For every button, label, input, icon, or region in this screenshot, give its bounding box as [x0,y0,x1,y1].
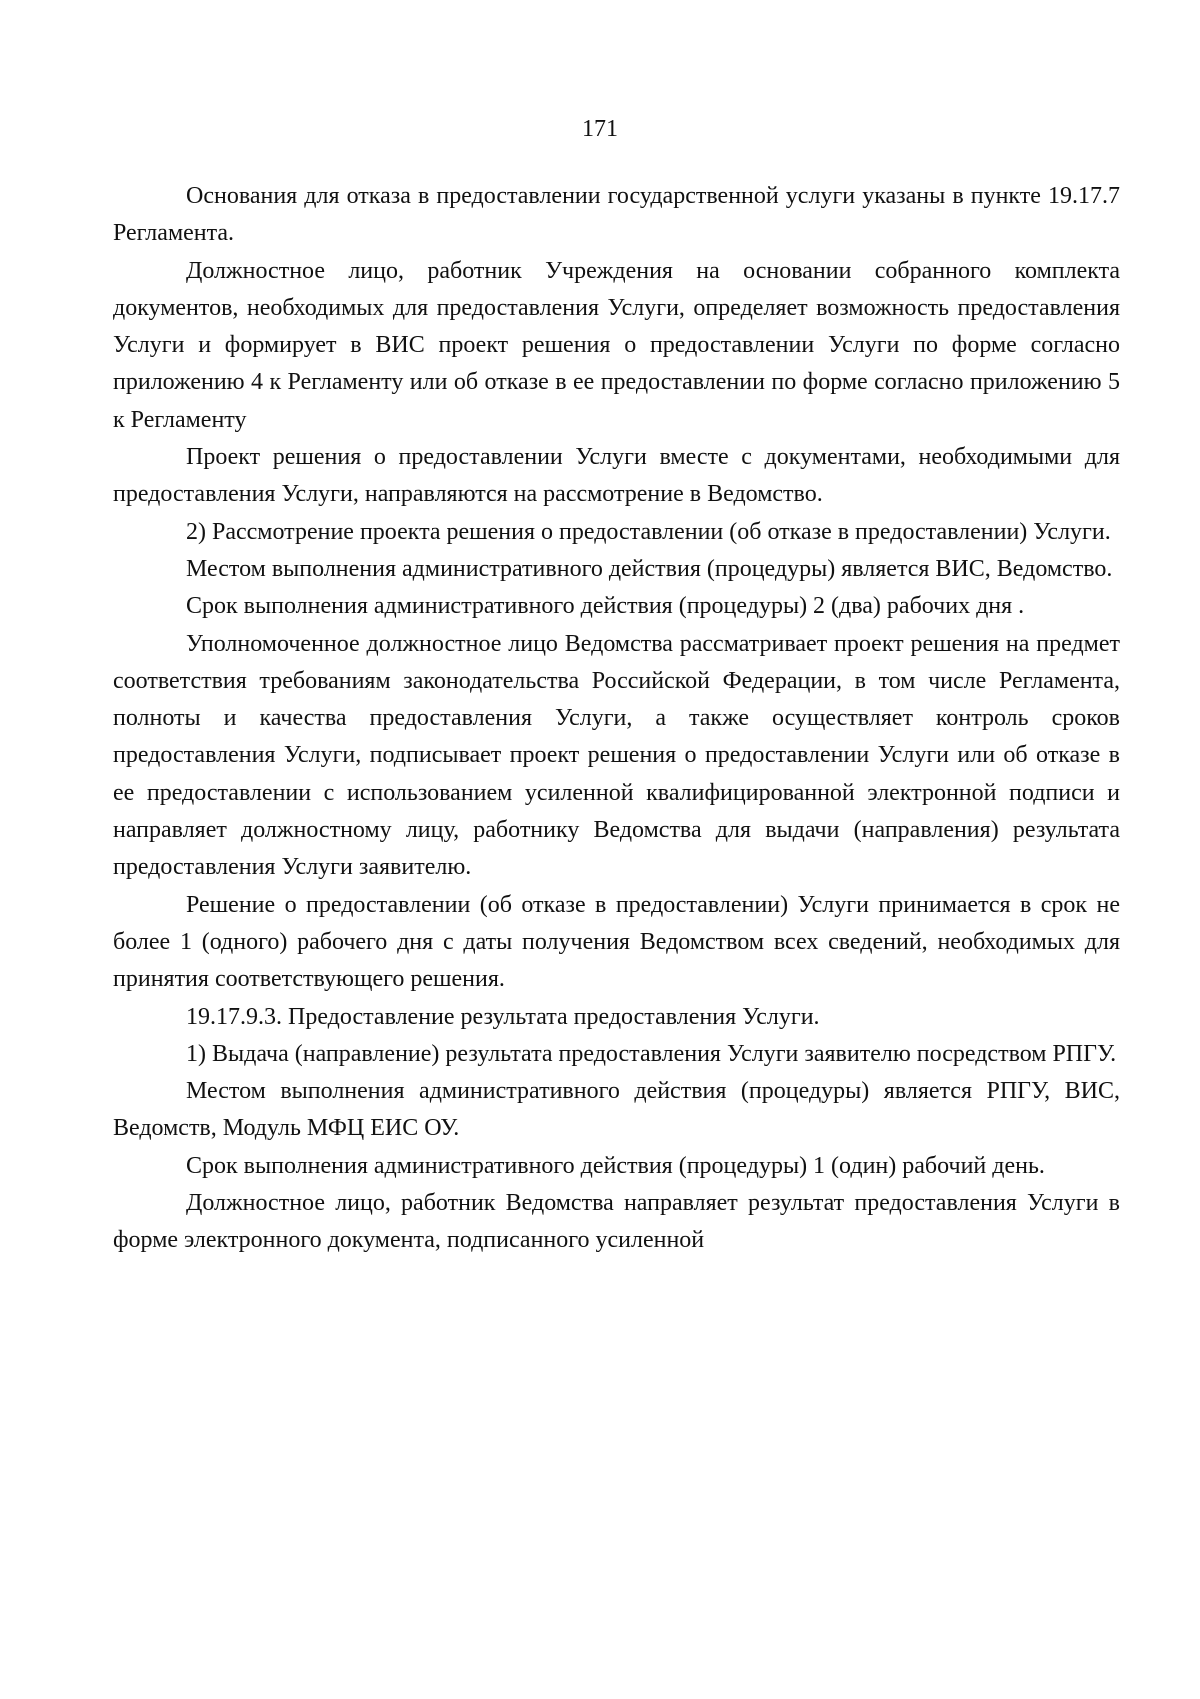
page-number: 171 [582,116,618,142]
paragraph: 2) Рассмотрение проекта решения о предоставлении (об отказе в предоставлении) Услуги. [186,518,1111,545]
paragraph: Проект решения о предоставлении Услуги вместе с документами, необходимыми для предоставления Услуги, направляются на рассмотрение в Ведомство. [113,444,1120,508]
paragraph: Местом выполнения административного действия (процедуры) является РПГУ, ВИС, Ведомств, Модуль МФЦ ЕИС ОУ. [113,1078,1120,1142]
paragraph: 1) Выдача (направление) результата предоставления Услуги заявителю посредством РПГУ. [186,1040,1117,1067]
paragraph: Срок выполнения административного действия (процедуры) 2 (два) рабочих дня . [186,593,1025,620]
paragraph: Уполномоченное должностное лицо Ведомства рассматривает проект решения на предмет соответствия требованиям законодательства Российской Федерации, в том числе Регламента, полноты и качества предоставления Услуги, а также осуществляет контроль сроков предоставления Услуги, подписывает проект решения о предоставлении Услуги или об отказе в ее предоставлении с использованием усиленной квалифицированной электронной подписи и направляет должностному лицу, работнику Ведомства для выдачи (направления) результата предоставления Услуги заявителю. [113,630,1120,881]
section-heading: 19.17.9.3. Предоставление результата предоставления Услуги. [186,1003,820,1030]
paragraph: Должностное лицо, работник Ведомства направляет результат предоставления Услуги в форме электронного документа, подписанного усиленной [113,1190,1120,1254]
document-body [113,178,1120,1260]
paragraph: Должностное лицо, работник Учреждения на основании собранного комплекта документов, необходимых для предоставления Услуги, определяет возможность предоставления Услуги и формирует в ВИС проект решения о предоставлении Услуги по форме согласно приложению 4 к Регламенту или об отказе в ее предоставлении по форме согласно приложению 5 к Регламенту [113,257,1120,433]
paragraph: Решение о предоставлении (об отказе в предоставлении) Услуги принимается в срок не более 1 (одного) рабочего дня с даты получения Ведомством всех сведений, необходимых для принятия соответствующего решения. [113,891,1120,993]
paragraph: Основания для отказа в предоставлении государственной услуги указаны в пункте 19.17.7 Регламента. [113,183,1120,247]
paragraph: Срок выполнения административного действия (процедуры) 1 (один) рабочий день. [186,1152,1045,1179]
paragraph: Местом выполнения административного действия (процедуры) является ВИС, Ведомство. [186,555,1113,582]
